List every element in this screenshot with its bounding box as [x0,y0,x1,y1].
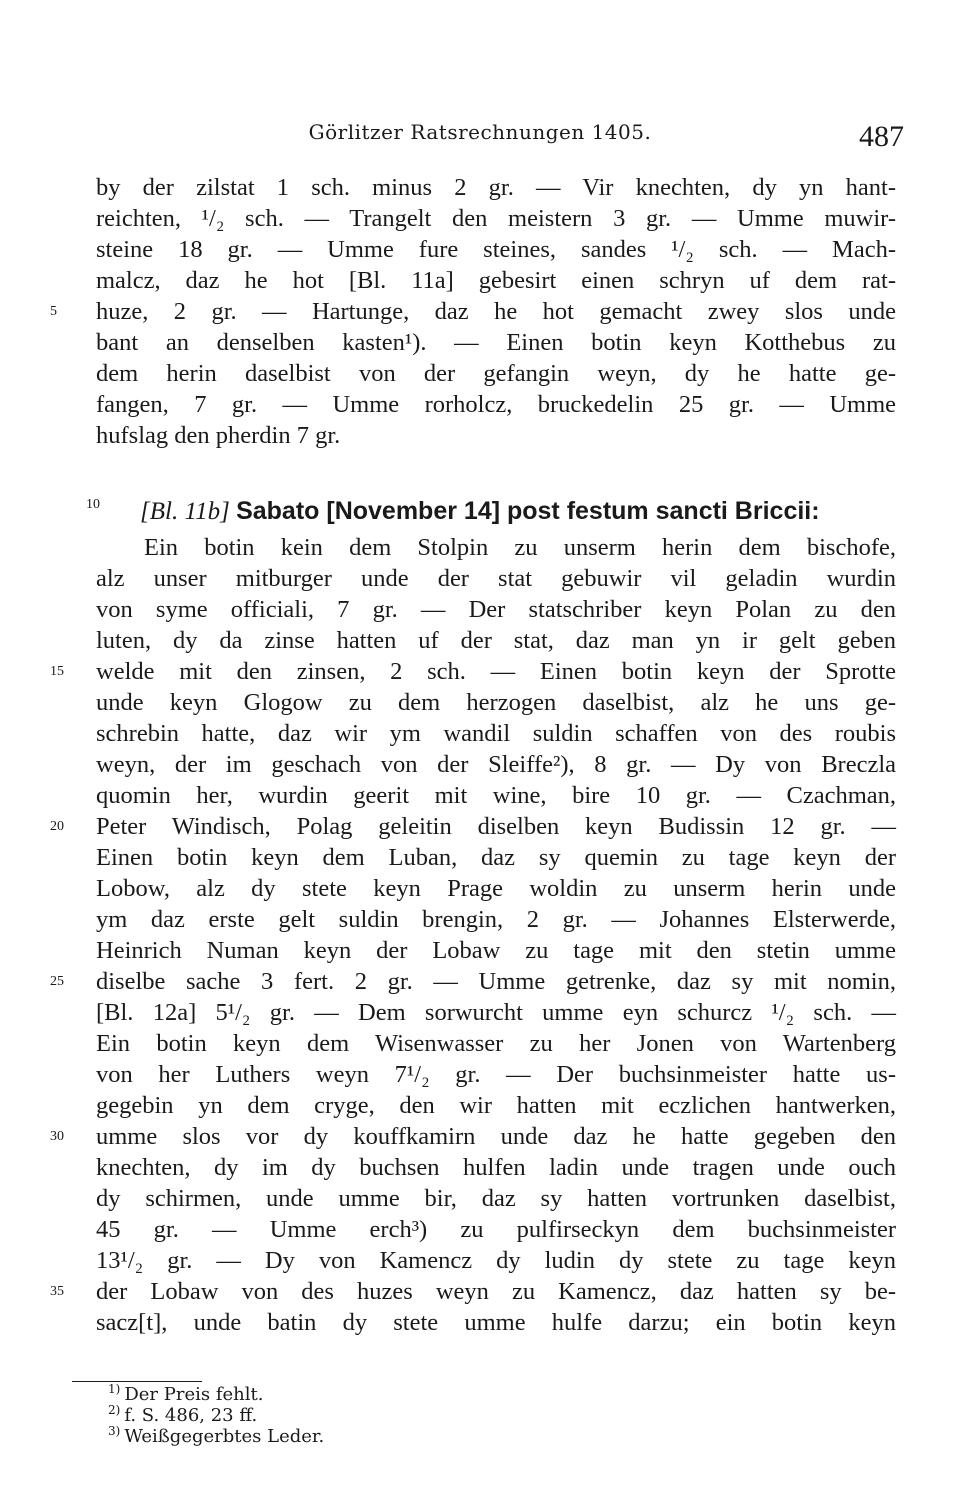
section-heading [86,497,820,526]
line-number: 20 [50,819,64,834]
line-number: 10 [86,497,100,512]
line-text: 45 gr. — Umme erch³) zu pulfirseckyn dem buchsinmeister [96,1216,896,1243]
footnote-mark: 3) [108,1424,121,1438]
text-line [96,1214,896,1245]
line-text: bant an denselben kasten¹). — Einen botin keyn Kotthebus zu [96,329,896,356]
footnote-mark: 2) [108,1403,121,1417]
text-line [96,172,896,203]
line-number: 25 [50,974,64,989]
paragraph-2 [50,532,896,1338]
footnote [108,1405,324,1426]
line-text: der Lobaw von des huzes weyn zu Kamencz, daz hatten sy be- [96,1278,896,1305]
text-line [96,234,896,265]
line-text: weyn, der im geschach von der Sleiffe²), 8 gr. — Dy von Breczla [96,751,896,778]
footnote-text: Der Preis fehlt. [124,1384,264,1405]
section-title: Sabato [November 14] post festum sancti Briccii: [236,497,820,525]
text-line [96,749,896,780]
running-title: Görlitzer Ratsrechnungen 1405. [308,120,652,144]
text-line [96,532,896,563]
line-text: dem herin daselbist von der gefangin weyn, dy he hatte ge- [96,360,896,387]
line-text: fangen, 7 gr. — Umme rorholcz, bruckedelin 25 gr. — Umme [96,391,896,418]
line-text: by der zilstat 1 sch. minus 2 gr. — Vir knechten, dy yn hant- [96,174,896,201]
text-line [96,594,896,625]
line-text: unde keyn Glogow zu dem herzogen daselbist, alz he uns ge- [96,689,896,716]
text-line [50,1121,896,1152]
text-line [96,265,896,296]
text-line [96,1307,896,1338]
line-number: 5 [50,304,57,319]
line-text: Einen botin keyn dem Luban, daz sy quemin zu tage keyn der [96,844,896,871]
text-line [96,1245,896,1276]
page-number: 487 [859,120,904,153]
footnote [108,1384,324,1405]
line-text: alz unser mitburger unde der stat gebuwir vil geladin wurdin [96,565,896,592]
line-text: gegebin yn dem cryge, den wir hatten mit eczlichen hantwerken, [96,1092,896,1119]
line-number: 15 [50,664,64,679]
text-line [50,656,896,687]
text-line [96,873,896,904]
line-text: quomin her, wurdin geerit mit wine, bire 10 gr. — Czachman, [96,782,896,809]
line-text: Lobow, alz dy stete keyn Prage woldin zu unserm herin unde [96,875,896,902]
line-text: steine 18 gr. — Umme fure steines, sandes ¹/₂ sch. — Mach- [96,236,896,263]
text-line [96,327,896,358]
text-line [96,780,896,811]
line-text: Heinrich Numan keyn der Lobaw zu tage mit den stetin umme [96,937,896,964]
text-line [96,1152,896,1183]
text-line [96,842,896,873]
text-line [96,389,896,420]
footnote-rule [72,1381,202,1382]
line-text: huze, 2 gr. — Hartunge, daz he hot gemacht zwey slos unde [96,298,896,325]
folio-reference: [Bl. 11b] [140,498,230,525]
line-text: reichten, ¹/₂ sch. — Trangelt den meistern 3 gr. — Umme muwir- [96,205,896,232]
footnote [108,1426,324,1447]
text-line [96,1059,896,1090]
line-text: hufslag den pherdin 7 gr. [96,422,341,449]
text-line [50,296,896,327]
text-line [96,563,896,594]
line-text: Peter Windisch, Polag geleitin diselben keyn Budissin 12 gr. — [96,813,896,840]
text-line [96,358,896,389]
footnote-text: f. S. 486, 23 ff. [124,1405,258,1426]
line-number: 35 [50,1284,64,1299]
footnote-text: Weißgegerbtes Leder. [124,1426,325,1447]
line-text: ym daz erste gelt suldin brengin, 2 gr. — Johannes Elsterwerde, [96,906,896,933]
line-text: von her Luthers weyn 7¹/₂ gr. — Der buchsinmeister hatte us- [96,1061,896,1088]
line-text: von syme officiali, 7 gr. — Der statschriber keyn Polan zu den [96,596,896,623]
line-text: knechten, dy im dy buchsen hulfen ladin unde tragen unde ouch [96,1154,896,1181]
text-line [50,811,896,842]
line-text: Ein botin keyn dem Wisenwasser zu her Jonen von Wartenberg [96,1030,896,1057]
text-line [50,966,896,997]
text-line [96,904,896,935]
line-number: 30 [50,1129,64,1144]
footnote-mark: 1) [108,1382,121,1396]
line-text: sacz[t], unde batin dy stete umme hulfe darzu; ein botin keyn [96,1309,896,1336]
line-text: Ein botin kein dem Stolpin zu unserm herin dem bischofe, [144,534,896,561]
text-line [96,1028,896,1059]
text-line [96,625,896,656]
line-text: diselbe sache 3 fert. 2 gr. — Umme getrenke, daz sy mit nomin, [96,968,896,995]
text-line [96,1090,896,1121]
text-line [96,420,896,451]
line-text: 13¹/₂ gr. — Dy von Kamencz dy ludin dy stete zu tage keyn [96,1247,896,1274]
text-line [96,935,896,966]
page-header [0,118,960,158]
line-text: welde mit den zinsen, 2 sch. — Einen botin keyn der Sprotte [96,658,896,685]
line-text: malcz, daz he hot [Bl. 11a] gebesirt einen schryn uf dem rat- [96,267,896,294]
line-text: luten, dy da zinse hatten uf der stat, daz man yn ir gelt geben [96,627,896,654]
footnotes [108,1384,324,1447]
text-line [96,687,896,718]
paragraph-1 [50,172,896,451]
text-line [96,203,896,234]
text-line [50,1276,896,1307]
line-text: schrebin hatte, daz wir ym wandil suldin schaffen von des roubis [96,720,896,747]
line-text: [Bl. 12a] 5¹/₂ gr. — Dem sorwurcht umme eyn schurcz ¹/₂ sch. — [96,999,896,1026]
line-text: umme slos vor dy kouffkamirn unde daz he hatte gegeben den [96,1123,896,1150]
text-line [96,1183,896,1214]
text-line [96,718,896,749]
line-text: dy schirmen, unde umme bir, daz sy hatten vortrunken daselbist, [96,1185,896,1212]
text-line [96,997,896,1028]
